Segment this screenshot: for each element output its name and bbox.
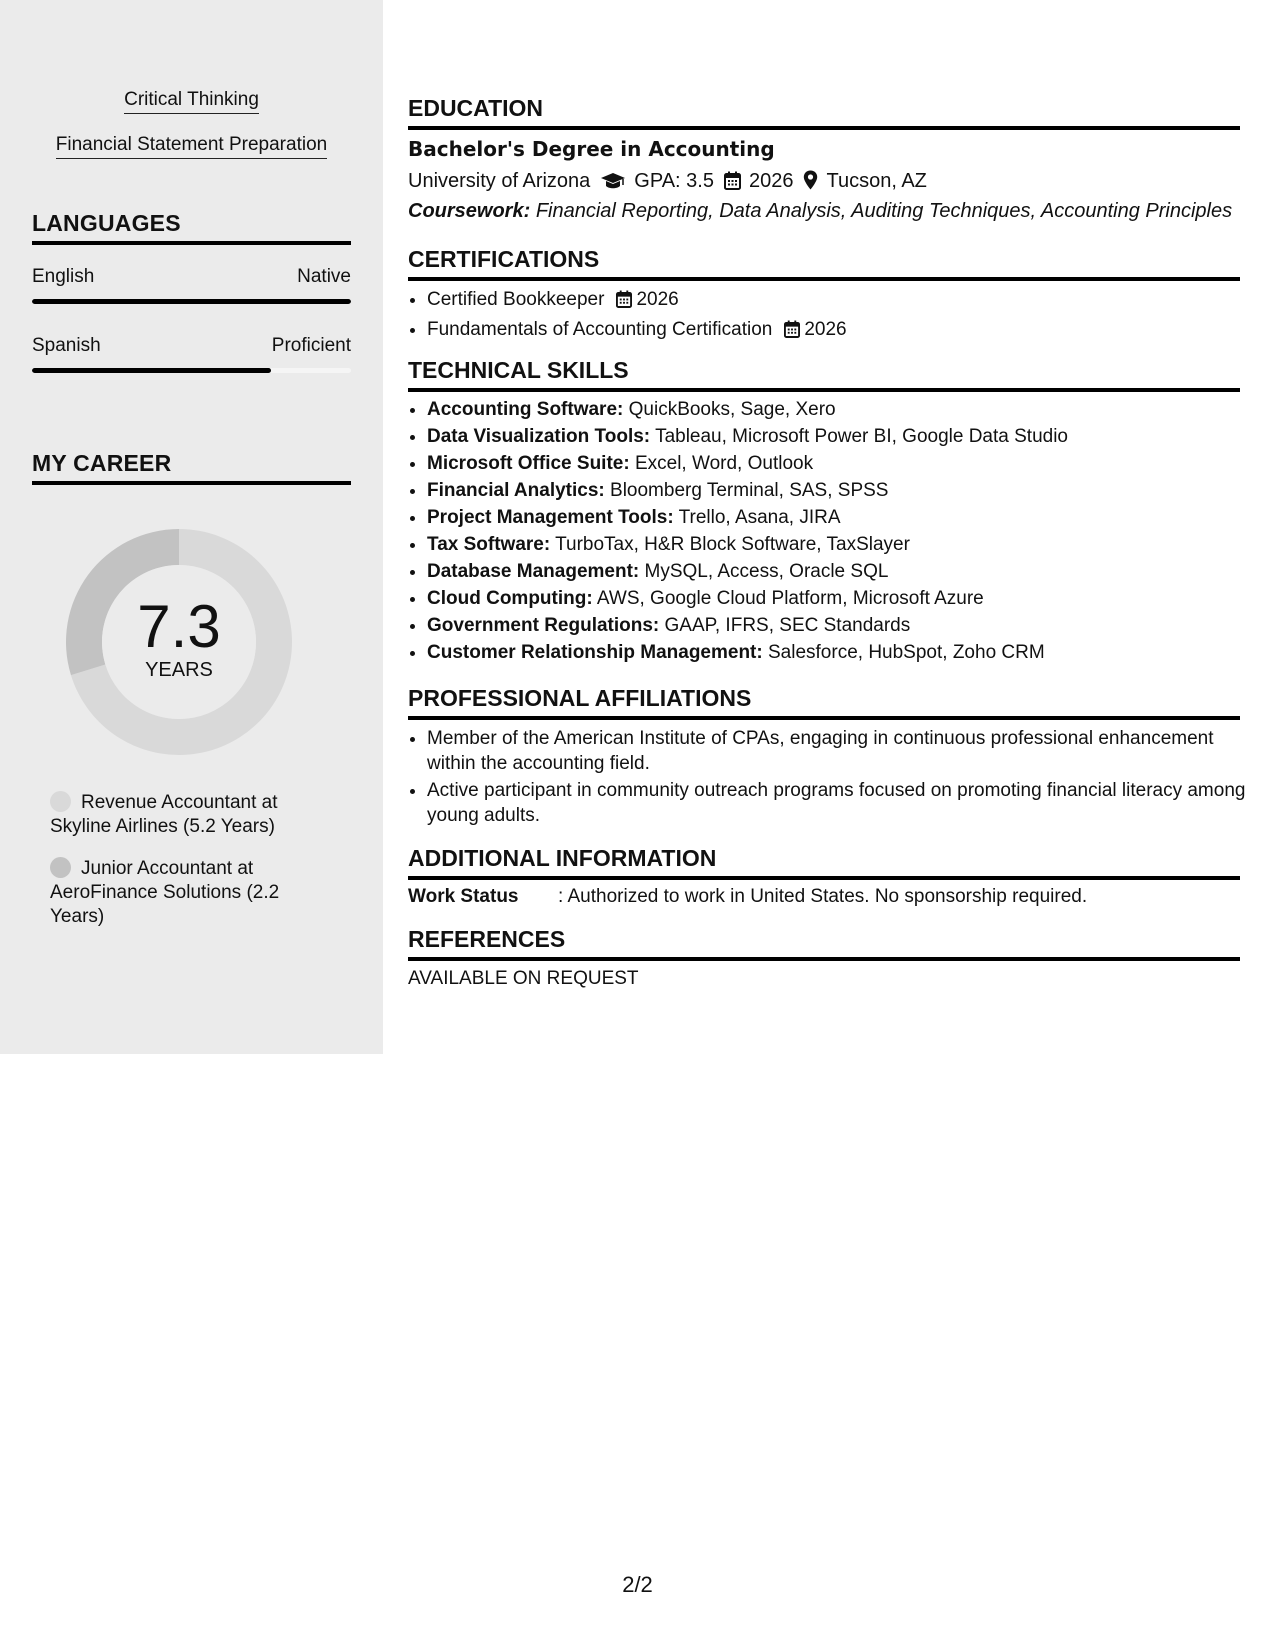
career-item-text: Junior Accountant at AeroFinance Solutions (2.2 Years) [50, 858, 280, 927]
certifications-title: CERTIFICATIONS [408, 246, 1240, 281]
technical-skill-label: Financial Analytics: [427, 480, 605, 501]
certification-name: Fundamentals of Accounting Certification [427, 319, 773, 340]
language-bar [32, 299, 351, 304]
work-status-value: : Authorized to work in United States. No sponsorship required. [558, 886, 1088, 907]
education-degree: Bachelor's Degree in Accounting [408, 137, 775, 161]
affiliation-item: • Active participant in community outreach programs focused on promoting financial literacy among young adults. [427, 778, 1259, 828]
skill-link[interactable]: Financial Statement Preparation [0, 133, 383, 159]
calendar-icon [616, 289, 632, 316]
career-legend-dot [50, 857, 71, 878]
career-item [50, 857, 300, 929]
technical-skill-value: Salesforce, HubSpot, Zoho CRM [768, 642, 1045, 663]
calendar-icon [784, 319, 800, 346]
education-gpa: GPA: 3.5 [634, 170, 714, 192]
career-total-unit: YEARS [145, 659, 213, 681]
sidebar [0, 0, 383, 1054]
affiliations-title: PROFESSIONAL AFFILIATIONS [408, 685, 1240, 720]
technical-skill-label: Microsoft Office Suite: [427, 453, 630, 474]
technical-skill-value: Excel, Word, Outlook [634, 453, 814, 474]
language-row [32, 266, 351, 288]
work-status-label: Work Status [408, 886, 519, 907]
technical-skill-item [427, 531, 1259, 558]
references-title: REFERENCES [408, 926, 1240, 961]
technical-skill-item [427, 612, 1259, 639]
technical-skill-label: Government Regulations: [427, 615, 660, 636]
technical-skill-label: Tax Software: [427, 534, 551, 555]
certification-name: Certified Bookkeeper [427, 289, 605, 310]
references-text: AVAILABLE ON REQUEST [408, 968, 639, 989]
career-title: MY CAREER [32, 450, 351, 485]
technical-skill-item [427, 450, 1259, 477]
technical-skill-value: QuickBooks, Sage, Xero [628, 399, 836, 420]
coursework-label: Coursework: [408, 200, 531, 222]
technical-skill-item [427, 639, 1259, 666]
language-row [32, 335, 351, 357]
career-donut-chart [66, 529, 292, 755]
technical-skill-item [427, 477, 1259, 504]
affiliation-item: • Member of the American Institute of CPAs, engaging in continuous professional enhancement within the accounting field. [427, 726, 1259, 776]
language-bar-fill [32, 299, 351, 304]
technical-skill-item [427, 585, 1259, 612]
language-level: Proficient [271, 335, 351, 356]
language-name: English [32, 266, 95, 287]
technical-skill-value: MySQL, Access, Oracle SQL [644, 561, 889, 582]
language-name: Spanish [32, 335, 101, 356]
certification-year: 2026 [636, 289, 679, 310]
additional-info-title: ADDITIONAL INFORMATION [408, 845, 1240, 880]
language-level: Native [297, 266, 351, 287]
education-details [408, 168, 927, 197]
certification-item [427, 316, 1259, 346]
career-legend-dot [50, 791, 71, 812]
education-location: Tucson, AZ [826, 170, 927, 192]
affiliations-list [408, 726, 1259, 830]
calendar-icon [724, 171, 741, 197]
work-status-row [408, 884, 1087, 910]
language-bar-fill [32, 368, 271, 373]
technical-skills-title: TECHNICAL SKILLS [408, 357, 1240, 392]
education-school: University of Arizona [408, 170, 591, 192]
certification-year: 2026 [804, 319, 847, 340]
technical-skill-label: Cloud Computing: [427, 588, 593, 609]
technical-skill-label: Accounting Software: [427, 399, 624, 420]
language-bar [32, 368, 351, 373]
technical-skill-value: TurboTax, H&R Block Software, TaxSlayer [555, 534, 910, 555]
career-item [50, 791, 300, 839]
technical-skill-value: Trello, Asana, JIRA [678, 507, 841, 528]
technical-skill-label: Project Management Tools: [427, 507, 674, 528]
technical-skill-value: GAAP, IFRS, SEC Standards [664, 615, 911, 636]
technical-skill-item [427, 423, 1259, 450]
graduation-cap-icon [600, 171, 626, 197]
education-coursework [408, 198, 1232, 224]
career-item-text: Revenue Accountant at Skyline Airlines (5.2 Years) [50, 792, 278, 837]
career-total-value: 7.3 [137, 593, 221, 660]
certifications-list [408, 286, 1259, 346]
technical-skill-value: Bloomberg Terminal, SAS, SPSS [610, 480, 889, 501]
career-total [66, 529, 292, 755]
coursework-text: Financial Reporting, Data Analysis, Auditing Techniques, Accounting Principles [535, 200, 1233, 222]
page-number: 2/2 [622, 1572, 653, 1597]
technical-skill-label: Customer Relationship Management: [427, 642, 763, 663]
location-pin-icon [803, 170, 818, 197]
skill-link[interactable]: Critical Thinking [0, 88, 383, 114]
technical-skill-label: Data Visualization Tools: [427, 426, 651, 447]
technical-skill-item [427, 504, 1259, 531]
languages-title: LANGUAGES [32, 210, 351, 245]
education-title: EDUCATION [408, 95, 1240, 130]
technical-skill-label: Database Management: [427, 561, 640, 582]
technical-skill-item [427, 558, 1259, 585]
technical-skill-value: AWS, Google Cloud Platform, Microsoft Azure [596, 588, 984, 609]
education-year: 2026 [748, 170, 794, 192]
certification-item [427, 286, 1259, 316]
technical-skill-value: Tableau, Microsoft Power BI, Google Data Studio [655, 426, 1068, 447]
technical-skill-item [427, 396, 1259, 423]
technical-skills-list [408, 396, 1259, 666]
